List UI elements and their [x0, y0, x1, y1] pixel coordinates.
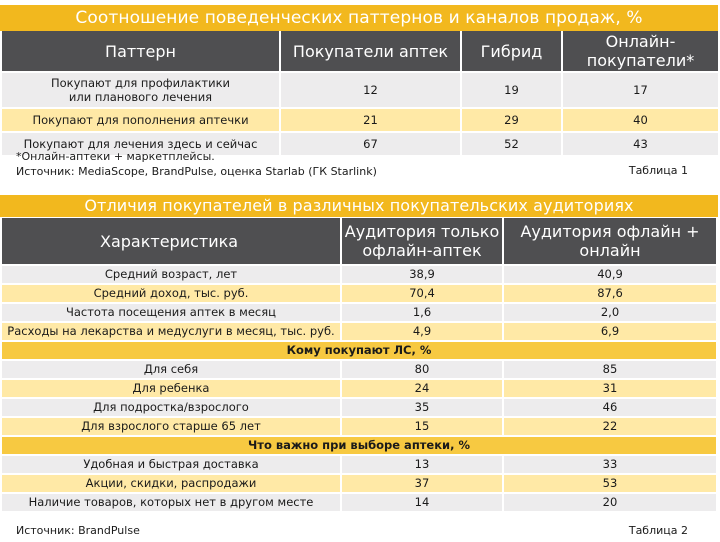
table-row [2, 266, 716, 283]
table1-source: Источник: MediaScope, BrandPulse, оценка Starlab (ГК Starlink) [16, 165, 377, 178]
cell-value: 67 [281, 133, 460, 155]
cell-value: 17 [563, 73, 718, 107]
cell-value: 14 [342, 494, 502, 511]
table2-header-row [2, 218, 716, 264]
table-row [2, 73, 718, 107]
header-pattern: Паттерн [2, 31, 279, 71]
cell-value: 21 [281, 109, 460, 131]
cell-value: 46 [504, 399, 716, 416]
table1-label: Таблица 1 [628, 164, 688, 177]
cell-value: 1,6 [342, 304, 502, 321]
table2 [0, 216, 718, 513]
cell-value: 24 [342, 380, 502, 397]
cell-value: 13 [342, 456, 502, 473]
cell-characteristic: Для ребенка [2, 380, 340, 397]
cell-value: 85 [504, 361, 716, 378]
table-row [2, 361, 716, 378]
cell-value: 70,4 [342, 285, 502, 302]
cell-value: 2,0 [504, 304, 716, 321]
cell-pattern: Покупают для лечения здесь и сейчас [2, 133, 279, 155]
section-row-whom [2, 342, 716, 359]
cell-value: 29 [462, 109, 561, 131]
cell-pattern: Покупают для профилактики или планового лечения [2, 73, 279, 107]
table1 [0, 29, 720, 157]
table-row [2, 109, 718, 131]
cell-value: 52 [462, 133, 561, 155]
cell-value: 40 [563, 109, 718, 131]
cell-characteristic: Удобная и быстрая доставка [2, 456, 340, 473]
cell-value: 33 [504, 456, 716, 473]
table-row [2, 494, 716, 511]
section-title-important: Что важно при выборе аптеки, % [2, 437, 716, 454]
header-online-buyers: Онлайн-покупатели* [563, 31, 718, 71]
cell-value: 38,9 [342, 266, 502, 283]
table2-source: Источник: BrandPulse [16, 524, 140, 537]
cell-value: 80 [342, 361, 502, 378]
header-omni-audience: Аудитория офлайн + онлайн [504, 218, 716, 264]
section-row-important [2, 437, 716, 454]
footnote-text: *Онлайн-аптеки + маркетплейсы. [16, 150, 215, 163]
cell-characteristic: Частота посещения аптек в месяц [2, 304, 340, 321]
cell-value: 87,6 [504, 285, 716, 302]
cell-characteristic: Расходы на лекарства и медуслуги в месяц, тыс. руб. [2, 323, 340, 340]
table-row [2, 323, 716, 340]
table2-label: Таблица 2 [628, 524, 688, 537]
cell-characteristic: Средний доход, тыс. руб. [2, 285, 340, 302]
cell-value: 15 [342, 418, 502, 435]
table1-title: Соотношение поведенческих паттернов и каналов продаж, % [0, 5, 718, 31]
cell-value: 53 [504, 475, 716, 492]
cell-value: 40,9 [504, 266, 716, 283]
cell-value: 19 [462, 73, 561, 107]
cell-characteristic: Наличие товаров, которых нет в другом месте [2, 494, 340, 511]
header-hybrid: Гибрид [462, 31, 561, 71]
table-row [2, 285, 716, 302]
header-offline-audience: Аудитория только офлайн-аптек [342, 218, 502, 264]
table-row [2, 304, 716, 321]
cell-value: 43 [563, 133, 718, 155]
table2-title: Отличия покупателей в различных покупательских аудиториях [0, 195, 718, 217]
section-title-whom: Кому покупают ЛС, % [2, 342, 716, 359]
cell-characteristic: Для подростка/взрослого [2, 399, 340, 416]
cell-characteristic: Для взрослого старше 65 лет [2, 418, 340, 435]
cell-characteristic: Средний возраст, лет [2, 266, 340, 283]
header-characteristic: Характеристика [2, 218, 340, 264]
cell-characteristic: Для себя [2, 361, 340, 378]
cell-value: 4,9 [342, 323, 502, 340]
table1-header-row [2, 31, 718, 71]
cell-value: 31 [504, 380, 716, 397]
table-row [2, 418, 716, 435]
cell-value: 6,9 [504, 323, 716, 340]
table1-footnote [16, 149, 377, 179]
cell-value: 22 [504, 418, 716, 435]
cell-value: 20 [504, 494, 716, 511]
cell-value: 37 [342, 475, 502, 492]
table-row [2, 456, 716, 473]
cell-pattern: Покупают для пополнения аптечки [2, 109, 279, 131]
table-row [2, 380, 716, 397]
cell-characteristic: Акции, скидки, распродажи [2, 475, 340, 492]
table-row [2, 399, 716, 416]
table-row [2, 475, 716, 492]
header-pharmacy-buyers: Покупатели аптек [281, 31, 460, 71]
cell-value: 12 [281, 73, 460, 107]
cell-value: 35 [342, 399, 502, 416]
